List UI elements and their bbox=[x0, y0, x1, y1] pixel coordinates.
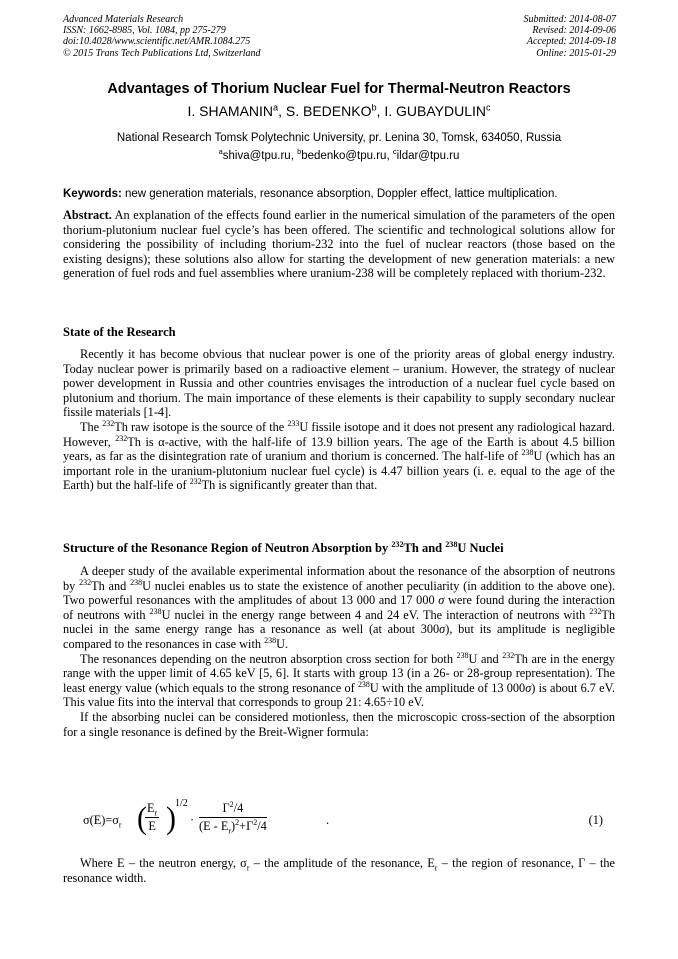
email-separator: , bbox=[386, 150, 393, 162]
author-name: I. GUBAYDULIN bbox=[384, 103, 486, 119]
equation-exponent: 1/2 bbox=[175, 798, 188, 809]
affiliation: National Research Tomsk Polytechnic University, pr. Lenina 30, Tomsk, 634050, Russia bbox=[116, 132, 562, 144]
paragraph: The resonances depending on the neutron absorption cross section for both $^{238}$U and $^{232}$Th are in the energy range with the upper limit of 4.65 keV [5, 6]. It starts with group 13 (in a 26- or 28-group representation). The least energy value (which equals to the strong resonance of $^{238}$U with the amplitude of 13 000σ) is about 6.7 eV. This value fits into the interval that corresponds to group 21: 4.65÷10 eV. bbox=[63, 650, 615, 710]
email-mark: b bbox=[297, 147, 302, 157]
section-2-body bbox=[63, 564, 615, 739]
author-name: S. BEDENKO bbox=[285, 103, 372, 119]
abstract-label: Abstract. bbox=[63, 208, 112, 222]
email-link[interactable]: bedenko@tpu.ru bbox=[301, 150, 387, 162]
paragraph: A deeper study of the available experimental information about the resonance of the absorption of neutrons by $^{232}$Th and $^{238}$U nuclei enables us to state the existence of another peculiarity (in addition to the above one). Two powerful resonances with the amplitudes of about 13 000 and 17 000 σ were found during the interaction of neutrons with $^{238}$U nuclei in the energy range between 4 and 24 eV. The interaction of neutrons with $^{232}$Th nuclei in the same energy range has a resonance as well (at about 300σ), but its amplitude is negligible compared to the resonances in case with $^{238}$U. bbox=[63, 564, 615, 651]
email-mark: c bbox=[392, 147, 397, 157]
dates-header bbox=[524, 14, 617, 59]
author-separator: , bbox=[376, 103, 385, 119]
author-name: I. SHAMANIN bbox=[187, 103, 274, 119]
abstract-text: An explanation of the effects found earlier in the numerical simulation of the parameters of the open thorium-plutonium nuclear fuel cycle’s has been offered. The scientific and technological solutions allow for considering the possibility of including thorium-232 into the fuel of nuclear reactors (those based on the existing designs); these solutions also allow for starting the development of new generation materials: a new generation of fuel rods and fuel assemblies where uranium-238 will be completely replaced with thorium-232. bbox=[63, 208, 615, 281]
email-link[interactable]: ildar@tpu.ru bbox=[396, 150, 460, 162]
keywords-text: new generation materials, resonance absorption, Doppler effect, lattice multiplication. bbox=[121, 188, 558, 200]
journal-header bbox=[63, 14, 261, 59]
author-affil-mark: a bbox=[273, 102, 279, 113]
journal-copyright: © 2015 Trans Tech Publications Ltd, Switzerland bbox=[63, 47, 261, 59]
equation-fraction-energy: $\frac{E_r}{E}$ bbox=[147, 801, 158, 833]
paper-title: Advantages of Thorium Nuclear Fuel for Thermal-Neutron Reactors bbox=[107, 81, 571, 97]
equation-paren-close: ) bbox=[166, 801, 176, 836]
breit-wigner-equation bbox=[63, 796, 615, 844]
paragraph: Where E – the neutron energy, $\sigma_r$ – the amplitude of the resonance, $E_r$ – the region of resonance, Γ – the resonance width. bbox=[63, 856, 615, 885]
keywords bbox=[63, 188, 615, 200]
email-mark: a bbox=[218, 147, 223, 157]
equation-lhs: $\sigma(E)=\sigma_r$ bbox=[83, 813, 122, 830]
paragraph: Recently it has become obvious that nuclear power is one of the priority areas of global energy industry. Today nuclear power is primarily based on a radioactive element – uranium. However, the strategy of nuclear power development in Russia and other countries envisages the introduction of a nuclear fuel cycle based on plutonium and thorium. The main importance of these elements is their capability to supply secondary nuclear fissile materials [1-4]. bbox=[63, 347, 615, 420]
author-list bbox=[0, 103, 678, 119]
section-2-body-continued bbox=[63, 856, 615, 885]
date-online: Online: 2015-01-29 bbox=[536, 47, 616, 59]
email-link[interactable]: shiva@tpu.ru bbox=[222, 150, 291, 162]
section-heading: Structure of the Resonance Region of Neutron Absorption by $^{232}$Th and $^{238}$U Nuclei bbox=[63, 539, 504, 555]
date-submitted: Submitted: 2014-08-07 bbox=[523, 14, 616, 25]
abstract bbox=[63, 208, 615, 281]
email-list bbox=[0, 147, 678, 162]
journal-doi: doi:10.4028/www.scientific.net/AMR.1084.275 bbox=[63, 36, 251, 48]
email-separator: , bbox=[290, 150, 298, 162]
paragraph: The $^{232}$Th raw isotope is the source of the $^{233}$U fissile isotope and it does not present any radiological hazard. However, $^{232}$Th is α-active, with the half-life of 13.9 billion years. The age of the Earth is about 4.5 billion years, as far as the disintegration rate of uranium and thorium is concerned. The half-life of $^{238}$U (which has an important role in the uranium-plutonium nuclear fuel cycle) is 4.47 billion years (i. e. equal to the age of the Earth) but the half-life of $^{232}$Th is significantly greater than that. bbox=[63, 418, 616, 493]
section-heading: State of the Research bbox=[63, 325, 176, 339]
date-revised: Revised: 2014-09-06 bbox=[532, 25, 616, 37]
paragraph: If the absorbing nuclei can be considered motionless, then the microscopic cross-section of the absorption for a single resonance is defined by the Breit-Wigner formula: bbox=[63, 709, 615, 739]
equation-period: . bbox=[326, 813, 330, 827]
equation-paren-open: ( bbox=[137, 801, 147, 836]
journal-name: Advanced Materials Research bbox=[63, 14, 184, 25]
equation-dot: · bbox=[190, 813, 195, 827]
author-affil-mark: b bbox=[371, 102, 377, 113]
author-separator: , bbox=[278, 103, 286, 119]
equation-number: (1) bbox=[588, 813, 603, 827]
keywords-label: Keywords: bbox=[63, 188, 122, 200]
section-1-body bbox=[63, 347, 615, 493]
equation-fraction-resonance: $\frac{\Gamma^2/4}{(E - E_r)^2+\Gamma^2/4}$ bbox=[199, 799, 267, 836]
author-affil-mark: c bbox=[485, 102, 491, 113]
date-accepted: Accepted: 2014-09-18 bbox=[526, 36, 616, 48]
journal-issn: ISSN: 1662-8985, Vol. 1084, pp 275-279 bbox=[63, 25, 226, 37]
